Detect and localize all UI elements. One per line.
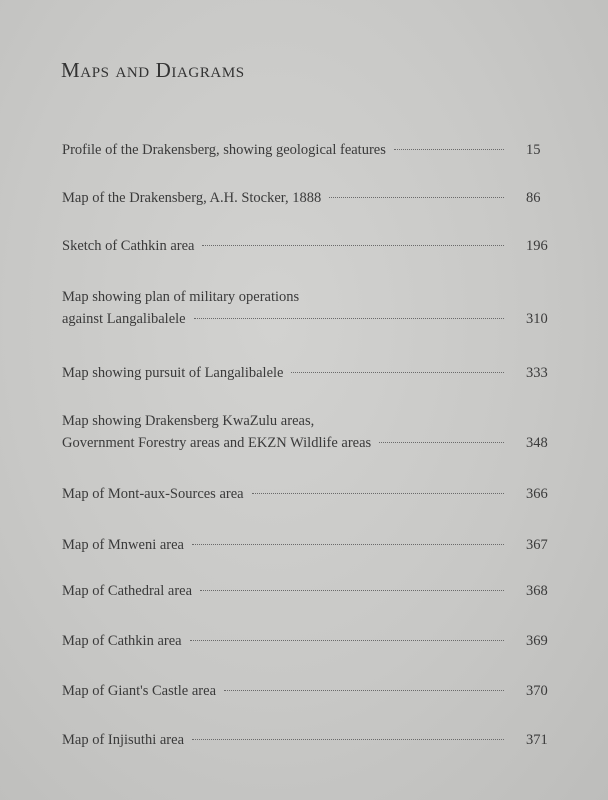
page-number: 348 (526, 435, 548, 451)
page-number: 367 (526, 537, 548, 553)
dot-leader (224, 690, 504, 691)
dot-leader (291, 372, 504, 373)
entry-title: Map of Cathkin area (62, 633, 182, 649)
page-number: 371 (526, 732, 548, 748)
entry-title: against Langalibalele (62, 311, 186, 327)
list-item (62, 680, 546, 702)
page-number: 15 (526, 142, 541, 158)
entry-title: Government Forestry areas and EKZN Wildlife areas (62, 435, 372, 451)
page-number: 369 (526, 633, 548, 649)
entry-title: Map of Mont-aux-Sources area (62, 486, 244, 502)
entry-title-first-line: Map showing Drakensberg KwaZulu areas, (62, 413, 315, 429)
list-item (62, 729, 546, 751)
list-item (62, 362, 546, 384)
dot-leader (200, 590, 504, 591)
entry-title: Map showing pursuit of Langalibalele (62, 365, 284, 381)
page-number: 196 (526, 238, 548, 254)
list-item (62, 187, 546, 209)
dot-leader (379, 442, 504, 443)
entry-title: Profile of the Drakensberg, showing geological features (62, 142, 386, 158)
dot-leader (202, 245, 504, 246)
page-number: 370 (526, 683, 548, 699)
list-item (62, 410, 546, 454)
entry-title-first-line: Map showing plan of military operations (62, 289, 300, 305)
entry-title: Map of Mnweni area (62, 537, 184, 553)
page-number: 368 (526, 583, 548, 599)
page-number: 310 (526, 311, 548, 327)
entry-title: Map of Giant's Castle area (62, 683, 217, 699)
entry-title: Map of the Drakensberg, A.H. Stocker, 1888 (62, 190, 322, 206)
list-item (62, 235, 546, 257)
dot-leader (329, 197, 504, 198)
list-item (62, 534, 546, 556)
page-number: 366 (526, 486, 548, 502)
list-item (62, 630, 546, 652)
entry-title: Map of Injisuthi area (62, 732, 185, 748)
dot-leader (194, 318, 504, 319)
dot-leader (190, 640, 504, 641)
dot-leader (192, 739, 504, 740)
list-item (62, 483, 546, 505)
entry-title: Map of Cathedral area (62, 583, 193, 599)
dot-leader (394, 149, 504, 150)
dot-leader (192, 544, 504, 545)
list-item (62, 139, 546, 161)
dot-leader (252, 493, 504, 494)
page-title: Maps and Diagrams (61, 58, 245, 82)
list-item (62, 580, 546, 602)
entry-title: Sketch of Cathkin area (62, 238, 195, 254)
page-number: 333 (526, 365, 548, 381)
page-number: 86 (526, 190, 541, 206)
list-item (62, 286, 546, 330)
